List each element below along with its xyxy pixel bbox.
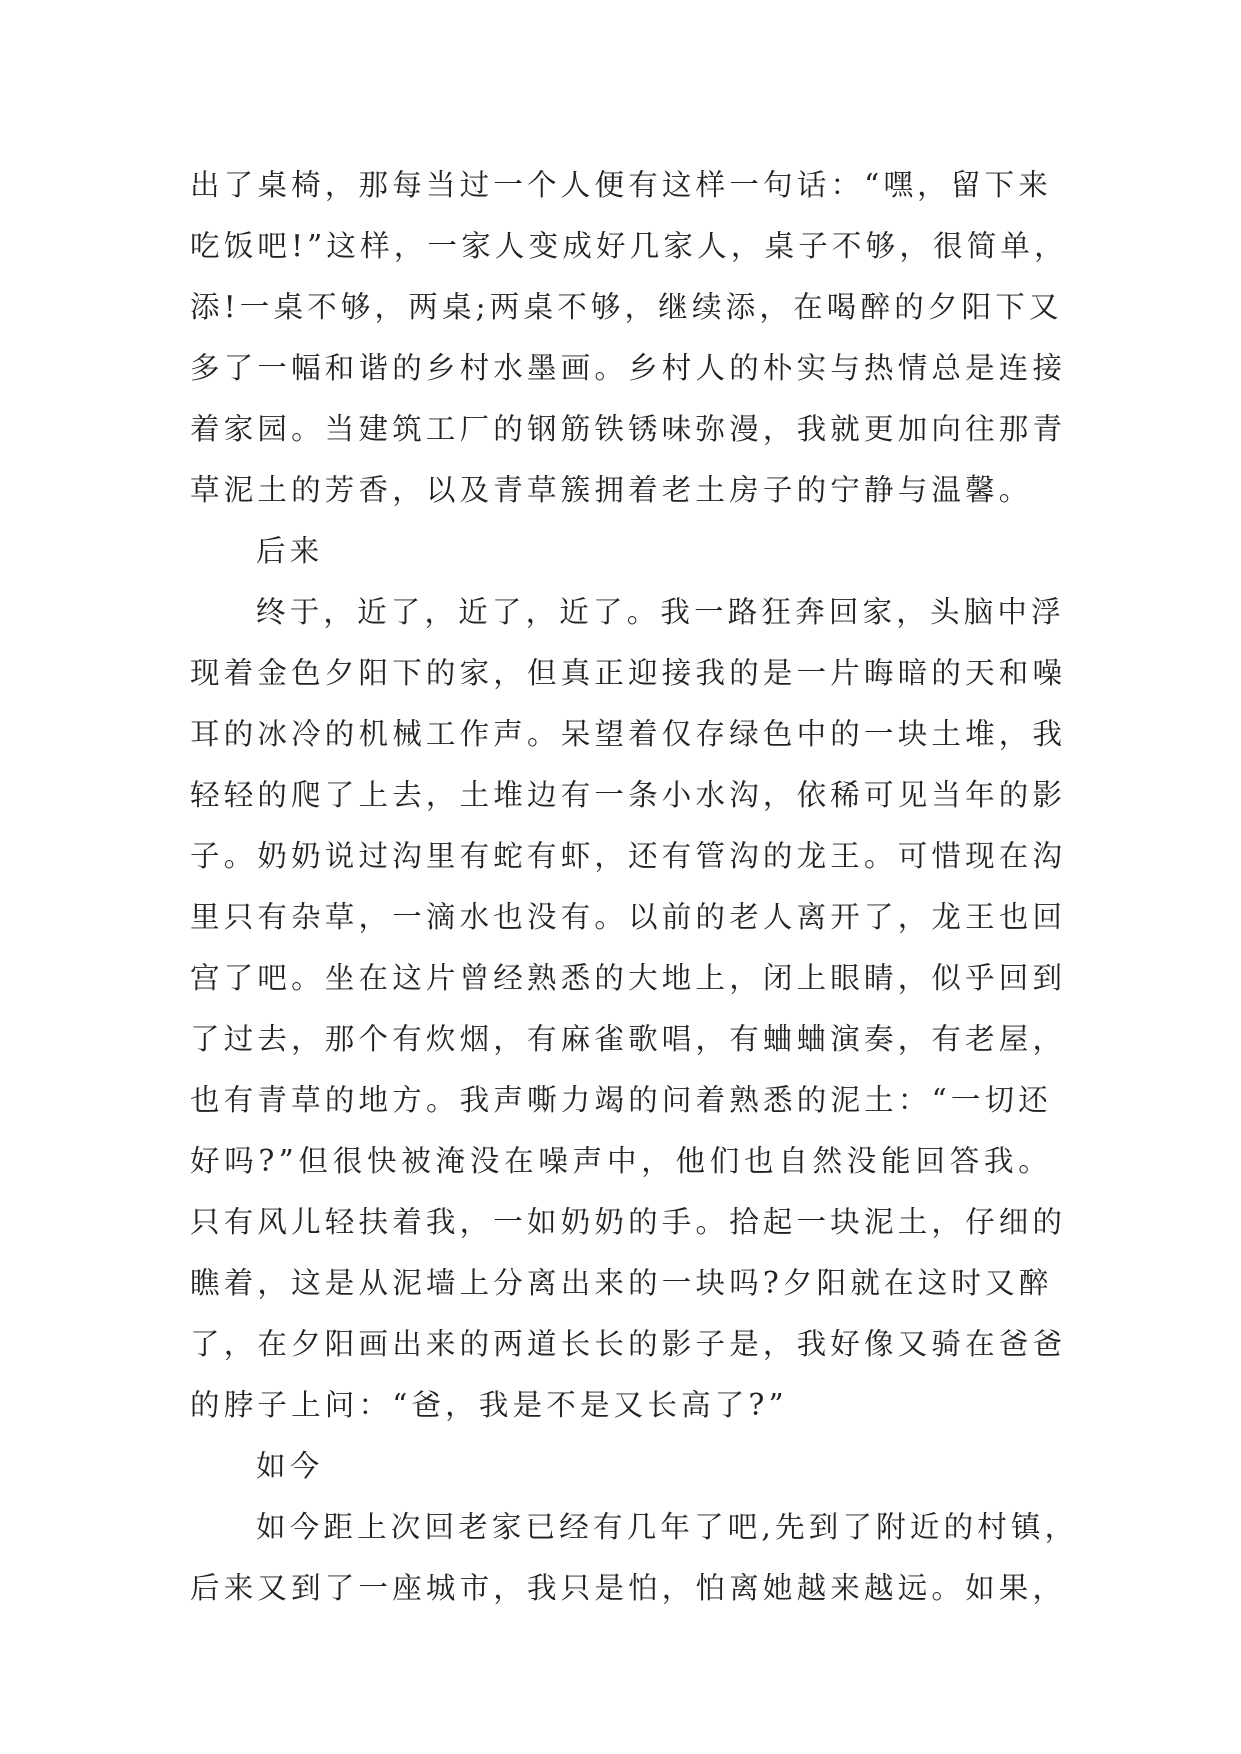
text-line: 着家园。当建筑工厂的钢筋铁锈味弥漫，我就更加向往那青 (190, 412, 1067, 446)
article-body (190, 155, 1079, 1619)
text-line: 终于，近了，近了，近了。我一路狂奔回家，头脑中浮 (256, 595, 1065, 629)
text-line: 瞧着，这是从泥墙上分离出来的一块吗?夕阳就在这时又醉 (190, 1266, 1053, 1300)
text-line: 耳的冰冷的机械工作声。呆望着仅存绿色中的一块土堆，我 (190, 717, 1067, 751)
text-line: 了过去，那个有炊烟，有麻雀歌唱，有蛐蛐演奏，有老屋， (190, 1022, 1067, 1056)
text-line: 吃饭吧!”这样，一家人变成好几家人，桌子不够，很简单， (190, 229, 1068, 263)
text-line: 添!一桌不够，两桌;两桌不够，继续添，在喝醉的夕阳下又 (190, 290, 1063, 324)
text-line: 好吗?”但很快被淹没在噪声中，他们也自然没能回答我。 (190, 1144, 1052, 1178)
text-line: 里只有杂草，一滴水也没有。以前的老人离开了，龙王也回 (190, 900, 1067, 934)
section-heading: 如今 (256, 1449, 324, 1483)
text-line: 多了一幅和谐的乡村水墨画。乡村人的朴实与热情总是连接 (190, 351, 1067, 385)
text-line: 轻轻的爬了上去，土堆边有一条小水沟，依稀可见当年的影 (190, 778, 1067, 812)
text-line: 如今距上次回老家已经有几年了吧,先到了附近的村镇， (256, 1510, 1079, 1544)
text-line: 只有风儿轻扶着我，一如奶奶的手。拾起一块泥土，仔细的 (190, 1205, 1067, 1239)
text-line: 也有青草的地方。我声嘶力竭的问着熟悉的泥土：“一切还 (190, 1083, 1052, 1117)
text-line: 现着金色夕阳下的家，但真正迎接我的是一片晦暗的天和噪 (190, 656, 1067, 690)
text-line: 了，在夕阳画出来的两道长长的影子是，我好像又骑在爸爸 (190, 1327, 1067, 1361)
text-line: 的脖子上问：“爸，我是不是又长高了?” (190, 1388, 788, 1422)
text-line: 后来又到了一座城市，我只是怕，怕离她越来越远。如果， (190, 1571, 1067, 1605)
text-line: 宫了吧。坐在这片曾经熟悉的大地上，闭上眼睛，似乎回到 (190, 961, 1067, 995)
section-heading: 后来 (256, 534, 324, 568)
text-line: 草泥土的芳香，以及青草簇拥着老土房子的宁静与温馨。 (190, 473, 1033, 507)
text-line: 子。奶奶说过沟里有蛇有虾，还有管沟的龙王。可惜现在沟 (190, 839, 1067, 873)
text-line: 出了桌椅，那每当过一个人便有这样一句话：“嘿，留下来 (190, 168, 1052, 202)
